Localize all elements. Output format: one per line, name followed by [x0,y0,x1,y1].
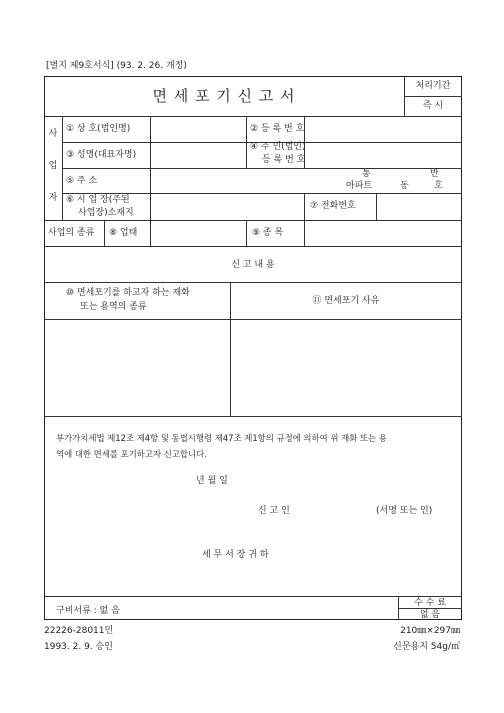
report-date: 년 월 일 [196,476,228,486]
business-item-field[interactable] [305,221,461,245]
signature-label: (서명 또는 인) [376,506,433,516]
registration-number-label: ② 등 록 번 호 [250,124,305,134]
applicant-label-char: 업 [48,161,58,171]
goods-services-label: ⑩ 면세포기를 하고자 하는 재화 [66,288,190,298]
processing-period-label: 처리기간 [415,81,451,91]
applicant-label-char: 사 [48,129,58,139]
business-item-label: ⑨ 종 목 [252,228,284,238]
waiver-reason-label: ⑪ 면세포기 사유 [312,296,380,306]
resident-number-label-2: 등 록 번 호 [262,155,306,165]
form-title: 면 세 포 기 신 고 서 [152,87,296,105]
address-tong: 통 [362,169,371,179]
fee-value: 없 음 [419,610,441,620]
divider [246,220,247,246]
statement-text-2: 역에 대한 면세를 포기하고자 신고합니다. [56,449,207,459]
divider [62,116,63,220]
divider [104,220,105,246]
business-type-field[interactable] [151,221,245,245]
address-field[interactable] [151,169,461,192]
goods-services-field[interactable] [45,320,229,415]
divider [44,246,462,247]
report-contents-heading: 신 고 내 용 [231,260,275,270]
business-type-label: ⑧ 업태 [109,228,138,238]
form-number: 22226-28011민 [44,626,114,636]
divider [246,116,247,168]
representative-name-field[interactable] [151,143,245,167]
address-label: ⑤ 주 소 [66,176,98,186]
divider [44,596,462,597]
reporter-label: 신 고 인 [258,506,290,516]
registration-number-field[interactable] [305,117,461,141]
fee-label: 수 수 료 [414,598,446,608]
applicant-label-char: 자 [48,193,58,203]
phone-field[interactable] [377,194,461,219]
address-ho: 호 [434,181,443,191]
phone-label: ⑦ 전화번호 [310,201,356,211]
address-ban: 반 [430,169,439,179]
address-apartment: 아파트 [346,181,373,191]
processing-period-value: 즉 시 [422,101,444,111]
statement-text: 부가가치세법 제12조 제4항 및 동법시행령 제47조 제1항의 규정에 의하여 위 재화 또는 용 [56,433,387,443]
business-kind-label: 사업의 종류 [48,228,95,238]
trade-name-field[interactable] [151,117,245,141]
divider [398,608,462,609]
divider [304,193,305,220]
resident-number-field[interactable] [305,143,461,167]
form-header-note: [별지 제9호서식] (93. 2. 26. 개정) [46,61,187,71]
divider [44,416,462,417]
trade-name-label: ① 상 호(법인명) [66,124,131,134]
address-dong: 동 [400,181,409,191]
goods-services-label-2: 또는 용역의 종류 [80,302,147,312]
divider [404,96,462,97]
approval-date: 1993. 2. 9. 승인 [44,642,113,652]
business-location-field[interactable] [151,194,303,219]
business-location-label: ⑥ 시 업 장(주된 [66,195,130,205]
tax-office-addressee: 세 무 서 장 귀 하 [202,550,269,560]
representative-name-label: ③ 성명(대표자명) [66,150,137,160]
required-documents: 구비서류 : 없 음 [56,606,120,616]
divider [44,282,462,283]
paper-type: 신문용지 54g/㎡ [393,642,460,652]
business-location-label-2: 사업장)소재지 [78,208,134,218]
waiver-reason-field[interactable] [231,320,461,415]
paper-size: 210㎜×297㎜ [400,626,460,636]
resident-number-label: ④ 주 민(법인) [250,142,306,152]
